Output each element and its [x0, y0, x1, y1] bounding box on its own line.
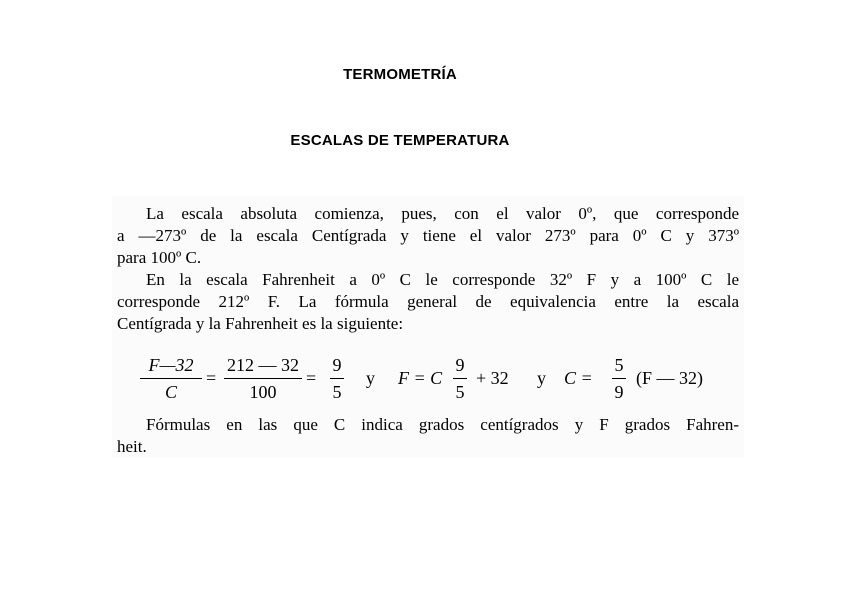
- paragraph-2-line-1: En la escala Fahrenheit a 0º C le corresponde 32º F y a 100º C le: [146, 270, 739, 289]
- equals-sign: =: [306, 368, 317, 388]
- scanned-text-block: [112, 196, 744, 458]
- paragraph-1-line-2: a —273º de la escala Centígrada y tiene el valor 273º para 0º C y 373º: [117, 226, 739, 245]
- fraction-denominator: 5: [455, 382, 465, 403]
- equals-sign: =: [206, 368, 217, 388]
- fraction-denominator: 5: [332, 382, 342, 403]
- paragraph-3-line-2: heit.: [117, 437, 147, 456]
- fraction-numerator: 9: [455, 355, 465, 375]
- fraction-bar: [224, 378, 302, 379]
- equation-c-lhs: C =: [564, 368, 593, 388]
- formula-tail: (F — 32): [636, 368, 703, 388]
- page-title: TERMOMETRÍA: [343, 66, 457, 83]
- section-subtitle: ESCALAS DE TEMPERATURA: [290, 132, 510, 149]
- paragraph-2-line-3: Centígrada y la Fahrenheit es la siguiente:: [117, 314, 404, 333]
- paragraph-1-line-3: para 100º C.: [117, 248, 202, 267]
- fraction-9-over-5: [326, 354, 348, 403]
- fraction-denominator: 9: [614, 382, 624, 403]
- fraction-numerator: 5: [614, 355, 624, 375]
- fraction-numerator: 9: [332, 355, 342, 375]
- fraction-numerator: F—32: [148, 355, 194, 375]
- fraction-bar: [612, 378, 626, 379]
- fraction-5-over-9: [609, 354, 629, 403]
- fraction-bar: [140, 378, 202, 379]
- conversion-formula: [140, 354, 740, 404]
- conjunction-y: y: [366, 368, 375, 388]
- plus-32: + 32: [476, 368, 509, 388]
- fraction-f-minus-32-over-c: [140, 354, 202, 403]
- fraction-bar: [330, 378, 344, 379]
- fraction-bar: [453, 378, 467, 379]
- fraction-denominator: 100: [249, 382, 277, 403]
- paragraph-1-line-1: La escala absoluta comienza, pues, con el valor 0º, que corresponde: [146, 204, 739, 223]
- paragraph-3-line-1: Fórmulas en las que C indica grados centígrados y F grados Fahren-: [146, 415, 739, 434]
- conjunction-y: y: [537, 368, 546, 388]
- equation-f-lhs: F = C: [398, 368, 443, 388]
- paragraph-2-line-2: corresponde 212º F. La fórmula general de equivalencia entre la escala: [117, 292, 739, 311]
- fraction-212-minus-32-over-100: [224, 354, 302, 403]
- fraction-numerator: 212 — 32: [227, 355, 299, 375]
- fraction-9-over-5: [450, 354, 470, 403]
- fraction-denominator: C: [164, 382, 177, 403]
